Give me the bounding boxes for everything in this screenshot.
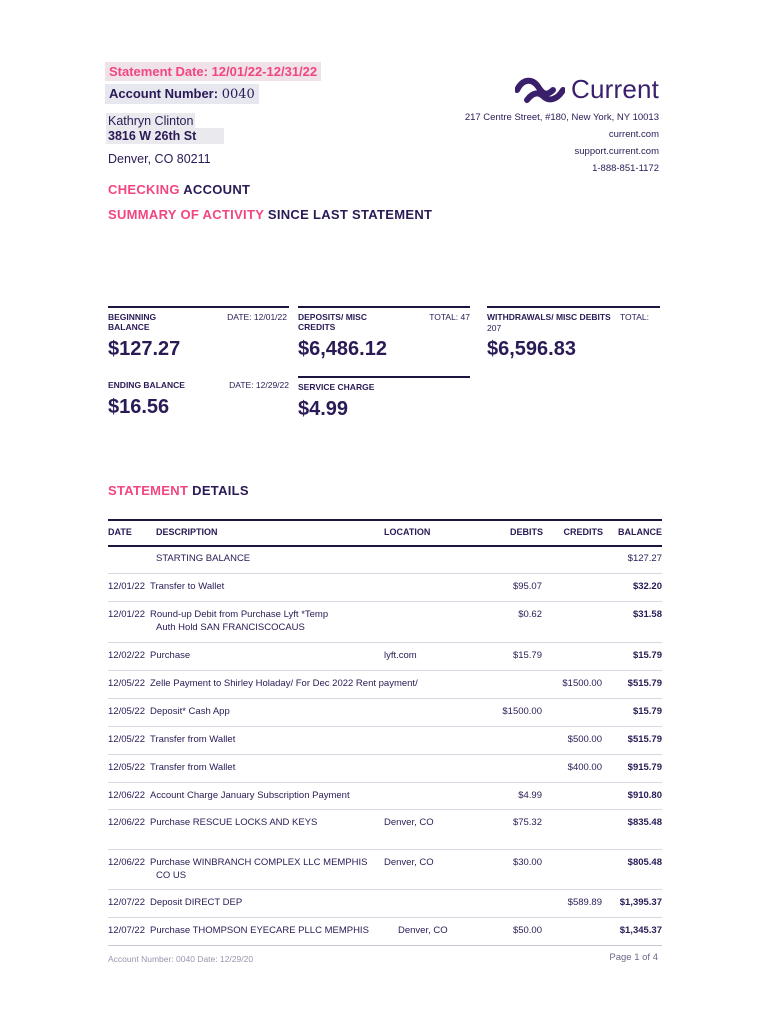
- withdrawals-value: $6,596.83: [487, 338, 576, 360]
- beginning-balance-label: BEGINNING BALANCE: [108, 312, 157, 332]
- row-date: 12/02/22: [108, 650, 145, 661]
- row-credit: $589.89: [567, 897, 602, 908]
- account-number-value: 0040: [221, 87, 255, 102]
- col-location: LOCATION: [384, 527, 431, 537]
- service-charge-box: [298, 376, 470, 428]
- row-date: 12/06/22: [108, 857, 145, 868]
- row-balance: $515.79: [627, 678, 662, 689]
- row-credit: $1500.00: [562, 678, 602, 689]
- current-logo-text: Current: [571, 74, 660, 104]
- beginning-balance-box: [108, 306, 289, 368]
- page-number: Page 1 of 4: [609, 952, 658, 963]
- row-description: Purchase THOMPSON EYECARE PLLC MEMPHIS: [150, 925, 369, 936]
- row-date: 12/01/22: [108, 609, 145, 620]
- col-credits: CREDITS: [563, 527, 603, 537]
- table-row: [108, 726, 662, 755]
- ending-balance-date: DATE: 12/29/22: [229, 380, 289, 390]
- row-location: lyft.com: [384, 650, 417, 661]
- ending-balance-label: ENDING BALANCE: [108, 380, 185, 390]
- col-debits: DEBITS: [509, 527, 543, 537]
- heading-accent: CHECKING: [108, 182, 180, 197]
- row-date: 12/05/22: [108, 678, 145, 689]
- row-credit: $400.00: [567, 762, 602, 773]
- row-balance: $1,345.37: [619, 925, 662, 936]
- row-balance: $835.48: [627, 817, 662, 828]
- row-date: 12/05/22: [108, 706, 145, 717]
- company-address: 217 Centre Street, #180, New York, NY 10013: [464, 112, 659, 123]
- customer-name-wrap: [106, 114, 195, 128]
- beginning-balance-value: $127.27: [108, 338, 181, 360]
- row-balance: $31.58: [632, 609, 662, 620]
- checking-account-heading: [108, 182, 250, 197]
- row-debit: $30.00: [512, 857, 542, 868]
- service-charge-label: SERVICE CHARGE: [298, 382, 375, 392]
- col-balance: BALANCE: [618, 527, 662, 537]
- deposits-label: DEPOSITS/ MISC CREDITS: [298, 312, 367, 332]
- row-debit: $75.32: [512, 817, 542, 828]
- withdrawals-box: [487, 306, 660, 368]
- current-logo: [515, 74, 659, 105]
- ending-balance-box: [108, 378, 289, 428]
- row-location: Denver, CO: [384, 817, 434, 828]
- col-description: DESCRIPTION: [156, 527, 218, 537]
- row-description: Transfer to Wallet: [150, 581, 225, 592]
- statement-date: Statement Date: 12/01/22-12/31/22: [105, 62, 321, 81]
- table-row: [108, 849, 662, 890]
- company-website[interactable]: current.com: [608, 129, 659, 140]
- row-debit: $50.00: [512, 925, 542, 936]
- table-row: [108, 601, 662, 643]
- table-row: [108, 782, 662, 810]
- footer-account-info: Account Number: 0040 Date: 12/29/20: [108, 954, 254, 964]
- row-credit: $500.00: [567, 734, 602, 745]
- summary-heading: [108, 207, 432, 222]
- row-date: 12/05/22: [108, 734, 145, 745]
- table-row: [108, 670, 662, 699]
- row-debit: $0.62: [518, 609, 542, 620]
- row-balance: $915.79: [627, 762, 662, 773]
- row-balance: $127.27: [627, 553, 662, 564]
- row-debit: $4.99: [518, 790, 542, 801]
- row-date: 12/07/22: [108, 897, 145, 908]
- table-row: [108, 642, 662, 671]
- withdrawals-total: TOTAL:: [620, 312, 649, 322]
- row-description-cont: Auth Hold SAN FRANCISCOCAUS: [156, 622, 305, 633]
- row-date: 12/01/22: [108, 581, 145, 592]
- col-date: DATE: [108, 527, 132, 537]
- row-description: Transfer from Wallet: [150, 762, 236, 773]
- table-row: [108, 573, 662, 602]
- row-description: Deposit DIRECT DEP: [150, 897, 243, 908]
- beginning-balance-date: DATE: 12/01/22: [227, 312, 287, 322]
- row-description: Zelle Payment to Shirley Holaday/ For Dec 2022 Rent payment/: [150, 678, 418, 689]
- customer-street: 3816 W 26th St: [106, 128, 224, 144]
- service-charge-value: $4.99: [298, 398, 349, 420]
- deposits-total: TOTAL: 47: [429, 312, 470, 322]
- row-debit: $15.79: [512, 650, 542, 661]
- row-debit: $95.07: [512, 581, 542, 592]
- table-header: [108, 519, 662, 547]
- row-balance: $910.80: [627, 790, 662, 801]
- company-support[interactable]: support.current.com: [574, 146, 659, 157]
- row-description: Account Charge January Subscription Payment: [150, 790, 350, 801]
- row-location: Denver, CO: [398, 925, 448, 936]
- heading-accent: STATEMENT: [108, 483, 189, 498]
- withdrawals-count: 207: [487, 323, 502, 333]
- row-balance: $32.20: [632, 581, 662, 592]
- ending-balance-value: $16.56: [108, 396, 170, 418]
- row-debit: $1500.00: [502, 706, 542, 717]
- row-description-cont: CO US: [156, 870, 187, 881]
- row-date: 12/05/22: [108, 762, 145, 773]
- row-date: 12/06/22: [108, 817, 145, 828]
- row-description: Purchase WINBRANCH COMPLEX LLC MEMPHIS: [150, 857, 368, 868]
- row-description: STARTING BALANCE: [156, 553, 251, 564]
- table-row: [108, 698, 662, 727]
- row-description: Purchase: [150, 650, 191, 661]
- heading-main: ACCOUNT: [183, 182, 251, 197]
- table-row: [108, 809, 662, 850]
- row-balance: $805.48: [627, 857, 662, 868]
- row-description: Purchase RESCUE LOCKS AND KEYS: [150, 817, 318, 828]
- row-date: 12/06/22: [108, 790, 145, 801]
- account-number: [105, 84, 259, 104]
- customer-street-wrap: [106, 129, 224, 143]
- table-row: [108, 545, 662, 574]
- table-row: [108, 917, 662, 946]
- row-location: Denver, CO: [384, 857, 434, 868]
- heading-main: DETAILS: [192, 483, 249, 498]
- table-row: [108, 889, 662, 918]
- deposits-box: [298, 306, 470, 368]
- heading-accent: SUMMARY OF ACTIVITY: [108, 207, 264, 222]
- table-row: [108, 754, 662, 783]
- current-logo-icon: [515, 76, 565, 104]
- row-description: Round-up Debit from Purchase Lyft *Temp: [150, 609, 329, 620]
- company-phone: 1-888-851-1172: [592, 163, 659, 174]
- row-date: 12/07/22: [108, 925, 145, 936]
- row-description: Transfer from Wallet: [150, 734, 236, 745]
- account-number-label: Account Number:: [109, 86, 219, 101]
- customer-name: Kathryn Clinton: [108, 114, 194, 128]
- row-balance: $15.79: [632, 650, 662, 661]
- withdrawals-label: WITHDRAWALS/ MISC DEBITS: [487, 312, 611, 322]
- row-balance: $515.79: [627, 734, 662, 745]
- row-balance: $15.79: [632, 706, 662, 717]
- row-balance: $1,395.37: [619, 897, 662, 908]
- deposits-value: $6,486.12: [298, 338, 387, 360]
- statement-details-heading: [108, 483, 249, 498]
- row-description: Deposit* Cash App: [150, 706, 230, 717]
- heading-main: SINCE LAST STATEMENT: [267, 207, 433, 222]
- customer-city: Denver, CO 80211: [108, 152, 211, 166]
